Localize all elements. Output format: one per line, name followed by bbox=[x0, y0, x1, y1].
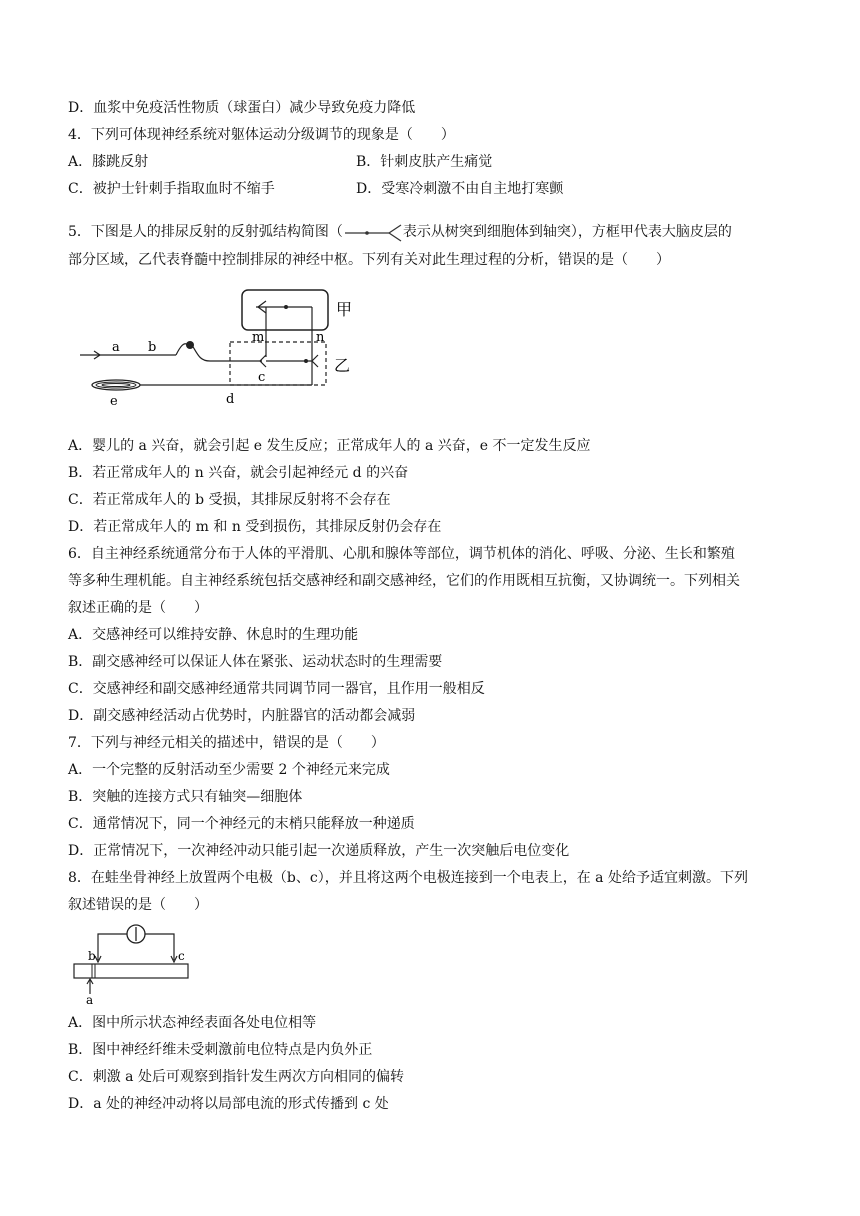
nerve-fiber bbox=[74, 964, 188, 978]
q6-option-d: D．副交感神经活动占优势时，内脏器官的活动都会减弱 bbox=[68, 708, 416, 724]
neuron-symbol-icon bbox=[343, 222, 403, 242]
q8-stem-line2: 叙述错误的是（ ） bbox=[68, 897, 208, 913]
q6-option-c: C．交感神经和副交感神经通常共同调节同一器官，且作用一般相反 bbox=[68, 681, 485, 697]
label-yi: 乙 bbox=[334, 356, 351, 375]
q4-stem: 4．下列可体现神经系统对躯体运动分级调节的现象是（ ） bbox=[68, 127, 455, 143]
nerve-electrode-diagram bbox=[70, 922, 200, 1004]
q5-stem-part1: 5．下图是人的排尿反射的反射弧结构简图（ bbox=[68, 224, 343, 240]
q6-option-a: A．交感神经可以维持安静、休息时的生理功能 bbox=[68, 627, 359, 643]
label-b: b bbox=[148, 340, 157, 355]
q5-stem-part2: 表示从树突到细胞体到轴突），方框甲代表大脑皮层的 bbox=[402, 224, 732, 240]
label-a: a bbox=[112, 340, 120, 355]
label-d: d bbox=[226, 392, 235, 407]
q6-stem-line2: 等多种生理机能。自主神经系统包括交感神经和副交感神经，它们的作用既相互抗衡，又协调统一。下列相关 bbox=[68, 573, 740, 589]
q4-option-b: B．针刺皮肤产生痛觉 bbox=[356, 154, 493, 170]
q5-stem-line1 bbox=[68, 222, 732, 242]
q5-option-b: B．若正常成年人的 n 兴奋，就会引起神经元 d 的兴奋 bbox=[68, 465, 409, 481]
label-c: c bbox=[258, 370, 266, 385]
label-a: a bbox=[86, 993, 94, 1004]
q5-stem-line2: 部分区域，乙代表脊髓中控制排尿的神经中枢。下列有关对此生理过程的分析，错误的是（ ） bbox=[68, 252, 670, 268]
q3-option-d: D．血浆中免疫活性物质（球蛋白）减少导致免疫力降低 bbox=[68, 100, 416, 116]
q6-option-b: B．副交感神经可以保证人体在紧张、运动状态时的生理需要 bbox=[68, 654, 443, 670]
q8-stem-line1: 8．在蛙坐骨神经上放置两个电极（b、c），并且将这两个电极连接到一个电表上，在 a 处给予适宜刺激。下列 bbox=[68, 870, 748, 886]
q4-option-d: D．受寒冷刺激不由自主地打寒颤 bbox=[356, 181, 564, 197]
q7-stem: 7．下列与神经元相关的描述中，错误的是（ ） bbox=[68, 735, 385, 751]
q7-option-b: B．突触的连接方式只有轴突—细胞体 bbox=[68, 789, 303, 805]
q8-option-c: C．刺激 a 处后可观察到指针发生两次方向相同的偏转 bbox=[68, 1069, 404, 1085]
q8-option-d: D．a 处的神经冲动将以局部电流的形式传播到 c 处 bbox=[68, 1096, 389, 1112]
q4-option-a: A．膝跳反射 bbox=[68, 154, 149, 170]
q4-option-c: C．被护士针刺手指取血时不缩手 bbox=[68, 181, 275, 197]
q8-option-a: A．图中所示状态神经表面各处电位相等 bbox=[68, 1015, 317, 1031]
brain-cortex-box bbox=[242, 290, 328, 330]
label-jia: 甲 bbox=[336, 300, 353, 319]
label-e: e bbox=[110, 394, 118, 409]
q8-option-b: B．图中神经纤维未受刺激前电位特点是内负外正 bbox=[68, 1042, 373, 1058]
label-n: n bbox=[316, 330, 325, 345]
q5-option-a: A．婴儿的 a 兴奋，就会引起 e 发生反应；正常成年人的 a 兴奋，e 不一定发生反应 bbox=[68, 438, 591, 454]
q7-option-d: D．正常情况下，一次神经冲动只能引起一次递质释放，产生一次突触后电位变化 bbox=[68, 843, 570, 859]
q5-option-d: D．若正常成年人的 m 和 n 受到损伤，其排尿反射仍会存在 bbox=[68, 519, 442, 535]
q5-option-c: C．若正常成年人的 b 受损，其排尿反射将不会存在 bbox=[68, 492, 391, 508]
q7-option-a: A．一个完整的反射活动至少需要 2 个神经元来完成 bbox=[68, 762, 390, 778]
q6-stem-line1: 6．自主神经系统通常分布于人体的平滑肌、心肌和腺体等部位，调节机体的消化、呼吸、分泌、生长和繁殖 bbox=[68, 546, 735, 562]
label-c: c bbox=[178, 949, 185, 963]
q6-stem-line3: 叙述正确的是（ ） bbox=[68, 600, 208, 616]
reflex-arc-diagram bbox=[80, 285, 380, 415]
label-b: b bbox=[88, 949, 96, 963]
label-m: m bbox=[252, 330, 265, 345]
q7-option-c: C．通常情况下，同一个神经元的末梢只能释放一种递质 bbox=[68, 816, 415, 832]
